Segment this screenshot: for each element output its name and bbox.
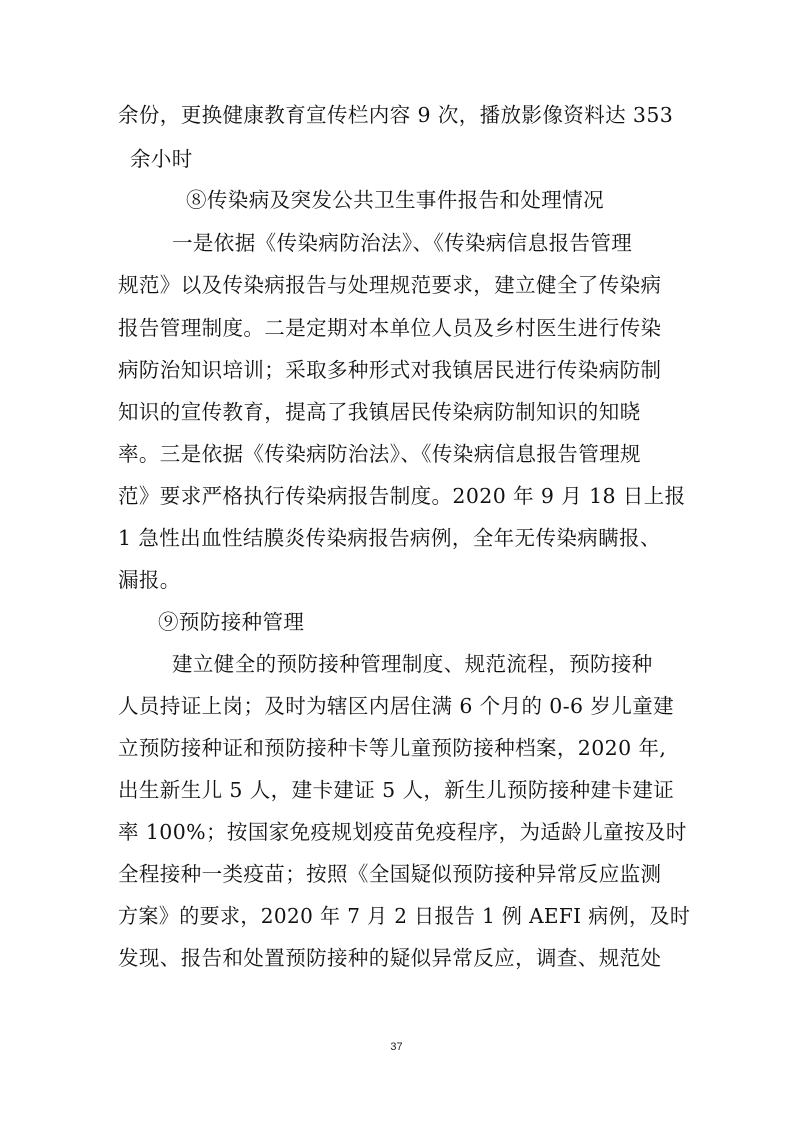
text-line: 方案》的要求，2020 年 7 月 2 日报告 1 例 AEFI 病例，及时 [118, 904, 691, 928]
text-line: 出生新生儿 5 人，建卡建证 5 人，新生儿预防接种建卡建证 [118, 778, 675, 802]
text-line: 人员持证上岗；及时为辖区内居住满 6 个月的 0-6 岁儿童建 [118, 694, 675, 718]
page-number: 37 [390, 1041, 403, 1053]
text-line: 率 100%；按国家免疫规划疫苗免疫程序，为适龄儿童按及时 [118, 820, 687, 844]
text-line: 范》要求严格执行传染病报告制度。2020 年 9 月 18 日上报 [118, 484, 686, 508]
text-line: 规范》以及传染病报告与处理规范要求，建立健全了传染病 [118, 273, 662, 297]
text-line: 余小时 [130, 147, 193, 171]
text-line: 余份，更换健康教育宣传栏内容 9 次，播放影像资料达 353 [118, 103, 674, 127]
text-line: 立预防接种证和预防接种卡等儿童预防接种档案，2020 年, [118, 736, 667, 760]
text-line: 1 急性出血性结膜炎传染病报告病例，全年无传染病瞒报、 [118, 526, 661, 550]
text-line: 率。三是依据《传染病防治法》、《传染病信息报告管理规 [118, 442, 641, 466]
text-line: 建立健全的预防接种管理制度、规范流程，预防接种 [172, 652, 653, 676]
text-line: 报告管理制度。二是定期对本单位人员及乡村医生进行传染 [118, 316, 662, 340]
text-line: 一是依据《传染病防治法》、《传染病信息报告管理 [172, 231, 633, 255]
text-line: 病防治知识培训；采取多种形式对我镇居民进行传染病防制 [118, 358, 662, 382]
section-heading: ⑨预防接种管理 [158, 610, 305, 634]
text-line: 漏报。 [118, 568, 181, 592]
text-line: 知识的宣传教育，提高了我镇居民传染病防制知识的知晓 [118, 400, 641, 424]
text-line: 发现、报告和处置预防接种的疑似异常反应，调查、规范处 [118, 946, 662, 970]
text-line: 全程接种一类疫苗；按照《全国疑似预防接种异常反应监测 [118, 862, 662, 886]
section-heading: ⑧传染病及突发公共卫生事件报告和处理情况 [186, 188, 604, 212]
